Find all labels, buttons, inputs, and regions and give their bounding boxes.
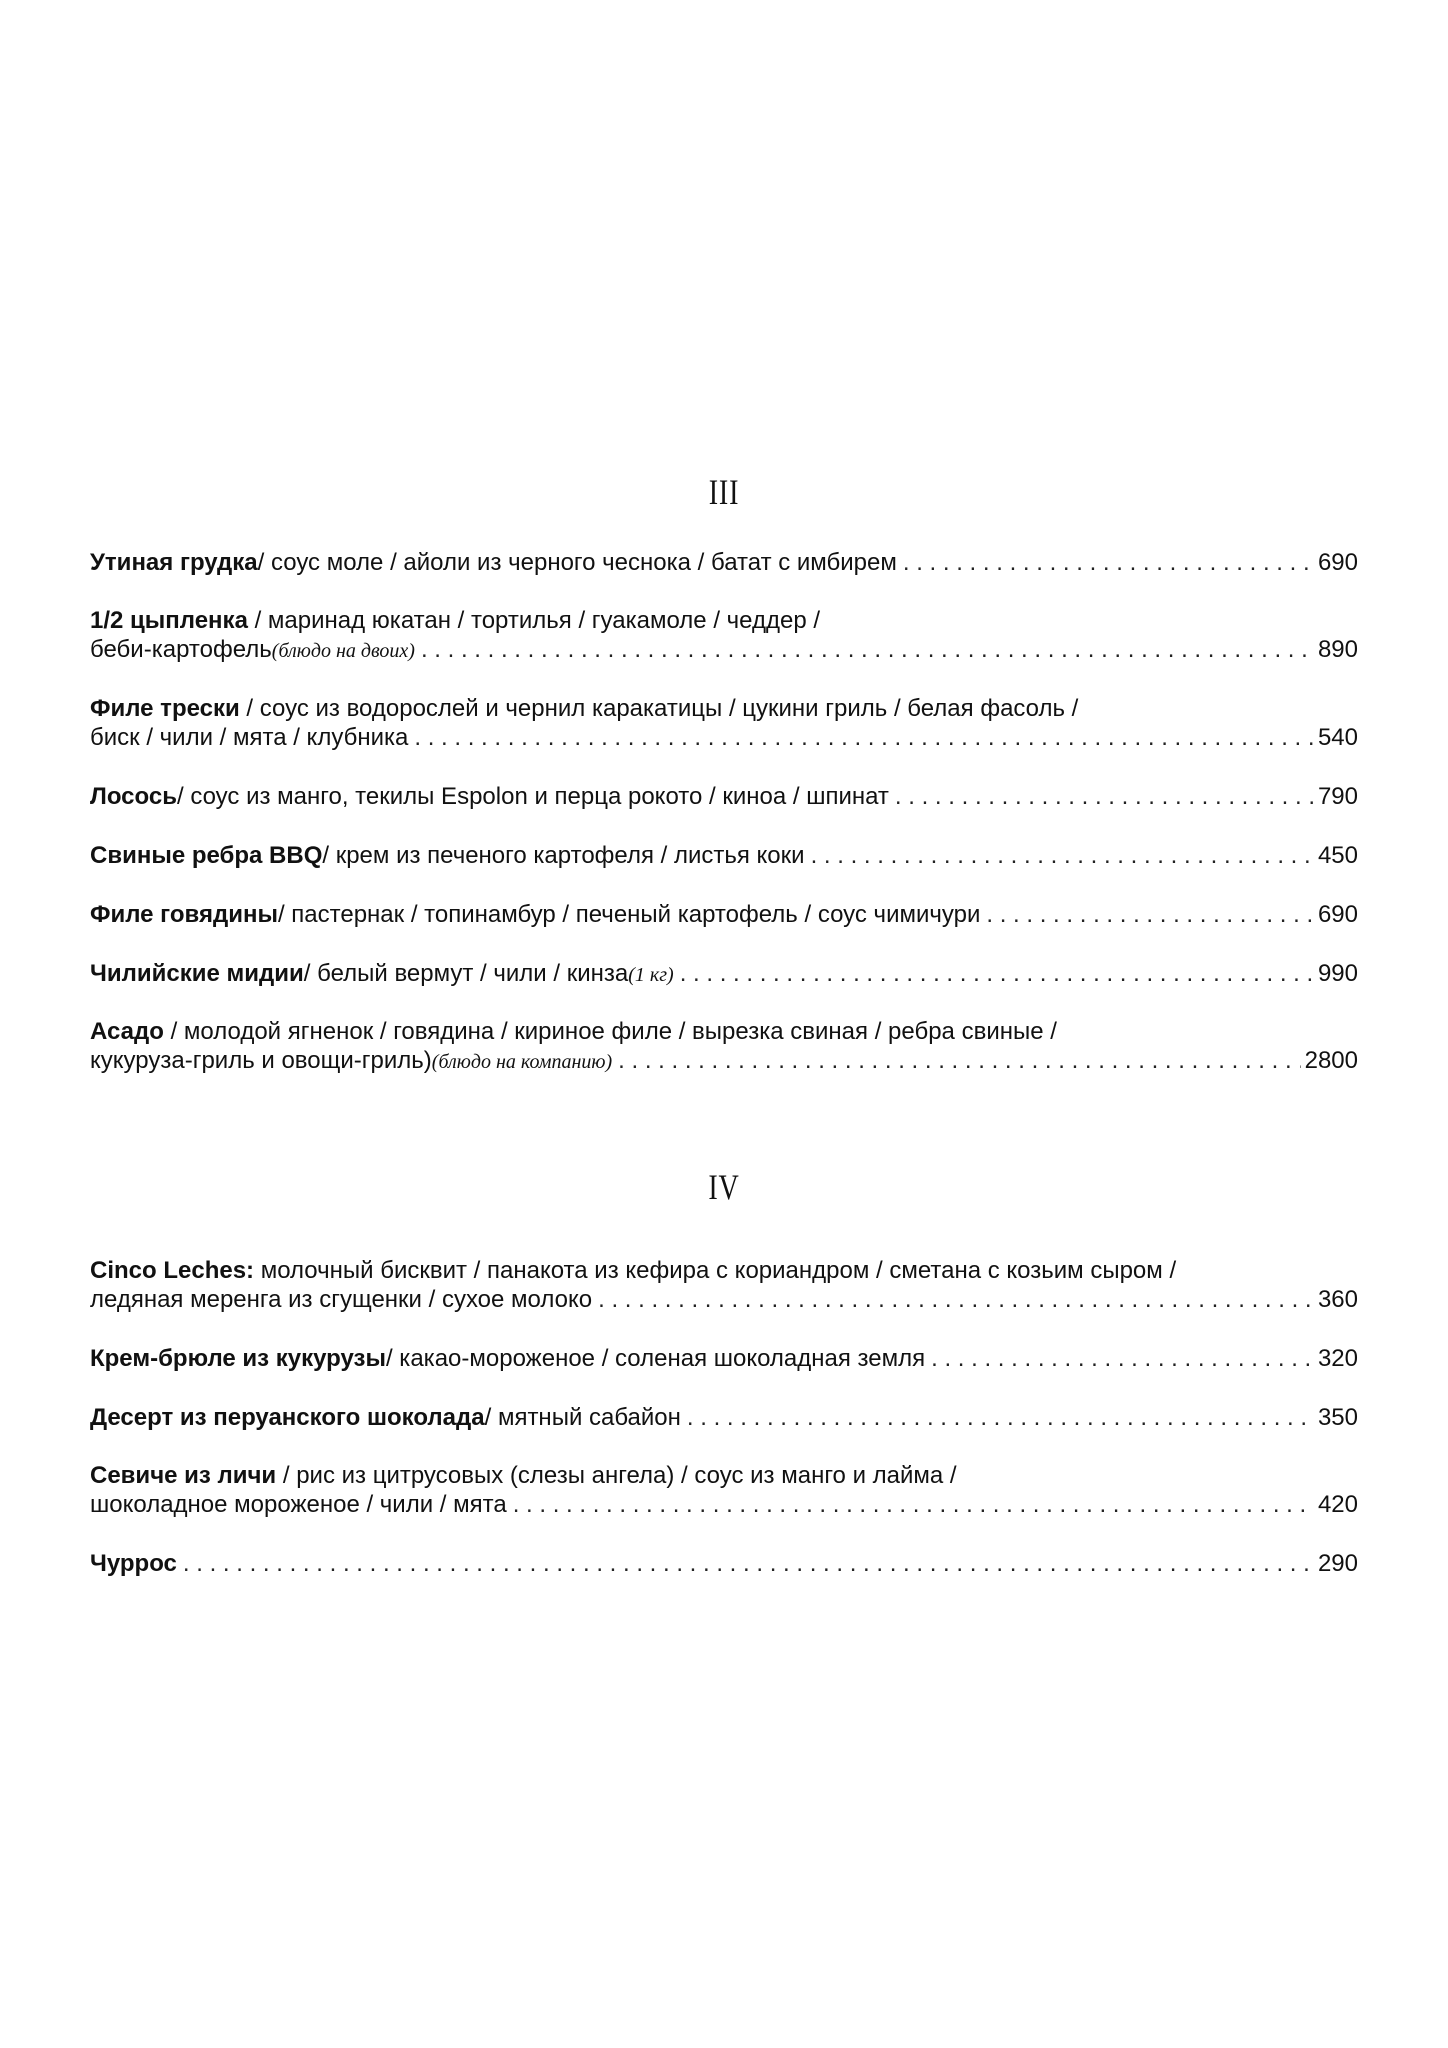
dot-leader (618, 1046, 1300, 1075)
dot-leader (421, 635, 1314, 664)
dish-price: 690 (1317, 901, 1358, 928)
dish-name: 1/2 цыпленка (90, 607, 248, 634)
menu-item (90, 606, 1358, 664)
menu-item (90, 841, 1358, 870)
dish-description-line1: молочный бисквит / панакота из кефира с кориандром / сметана с козьим сыром / (254, 1257, 1177, 1284)
section-heading-4: IV (708, 1167, 740, 1207)
menu-item (90, 1403, 1358, 1432)
dish-description: шоколадное мороженое / чили / мята (90, 1491, 507, 1518)
dot-leader (903, 548, 1314, 577)
dish-note: (1 кг) (628, 964, 674, 986)
dot-leader (183, 1549, 1314, 1578)
menu-item (90, 694, 1358, 752)
dot-leader (598, 1285, 1314, 1314)
dish-name: Филе говядины (90, 901, 278, 928)
dish-description: / белый вермут / чили / кинза (303, 960, 629, 987)
menu-item (90, 900, 1358, 929)
dish-price: 420 (1317, 1491, 1358, 1518)
menu-item (90, 1549, 1358, 1578)
dot-leader (811, 841, 1314, 870)
dish-description: / какао-мороженое / соленая шоколадная земля (385, 1345, 926, 1372)
menu-item (90, 1461, 1358, 1519)
dish-description: биск / чили / мята / клубника (90, 724, 409, 751)
dish-name: Асадо (90, 1018, 164, 1045)
dish-note: (блюдо на двоих) (271, 640, 415, 662)
dish-name: Cinco Leches: (90, 1257, 255, 1284)
dish-name: Севиче из личи (90, 1462, 277, 1489)
dish-price: 890 (1317, 636, 1358, 663)
dish-description: / крем из печеного картофеля / листья коки (322, 842, 805, 869)
dish-name: Филе трески (90, 695, 240, 722)
dish-price: 540 (1317, 724, 1358, 751)
dish-description: кукуруза-гриль и овощи-гриль) (90, 1047, 432, 1074)
dish-price: 290 (1317, 1550, 1358, 1577)
dot-leader (687, 1403, 1314, 1432)
dish-price: 450 (1317, 842, 1358, 869)
dish-price: 2800 (1304, 1047, 1358, 1074)
dish-description: / соус моле / айоли из черного чеснока / батат с имбирем (257, 549, 897, 576)
dot-leader (414, 723, 1314, 752)
dish-name: Чилийские мидии (90, 960, 304, 987)
dish-description: / пастернак / топинамбур / печеный картофель / соус чимичури (277, 901, 981, 928)
dot-leader (895, 782, 1314, 811)
dish-description: беби-картофель (90, 636, 272, 663)
dish-name: Чуррос (90, 1550, 177, 1577)
dish-description-line1: / молодой ягненок / говядина / кириное филе / вырезка свиная / ребра свиные / (163, 1018, 1057, 1045)
dish-name: Крем-брюле из кукурузы (90, 1345, 386, 1372)
dot-leader (513, 1490, 1314, 1519)
dish-price: 350 (1317, 1404, 1358, 1431)
menu-item (90, 782, 1358, 811)
menu-item (90, 548, 1358, 577)
dish-description-line1: / соус из водорослей и чернил каракатицы / цукини гриль / белая фасоль / (239, 695, 1079, 722)
dish-name: Десерт из перуанского шоколада (90, 1404, 485, 1431)
menu-item (90, 959, 1358, 988)
dot-leader (680, 959, 1314, 988)
menu-item (90, 1344, 1358, 1373)
dish-price: 990 (1317, 960, 1358, 987)
dish-description: / соус из манго, текилы Espolon и перца рокото / киноа / шпинат (176, 783, 889, 810)
menu-item (90, 1017, 1358, 1075)
dish-name: Утиная грудка (90, 549, 258, 576)
dish-price: 320 (1317, 1345, 1358, 1372)
dish-name: Лосось (90, 783, 177, 810)
menu-item (90, 1256, 1358, 1314)
dot-leader (931, 1344, 1314, 1373)
dish-description-line1: / рис из цитрусовых (слезы ангела) / соус из манго и лайма / (276, 1462, 957, 1489)
dot-leader (986, 900, 1314, 929)
dish-description-line1: / маринад юкатан / тортилья / гуакамоле / чеддер / (247, 607, 821, 634)
dish-price: 690 (1317, 549, 1358, 576)
dish-price: 790 (1317, 783, 1358, 810)
dish-description: ледяная меренга из сгущенки / сухое молоко (90, 1286, 593, 1313)
dish-description: / мятный сабайон (484, 1404, 681, 1431)
section-heading-3: III (708, 472, 740, 512)
dish-note: (блюдо на компанию) (431, 1051, 613, 1073)
dish-price: 360 (1317, 1286, 1358, 1313)
dish-name: Свиные ребра BBQ (90, 842, 323, 869)
